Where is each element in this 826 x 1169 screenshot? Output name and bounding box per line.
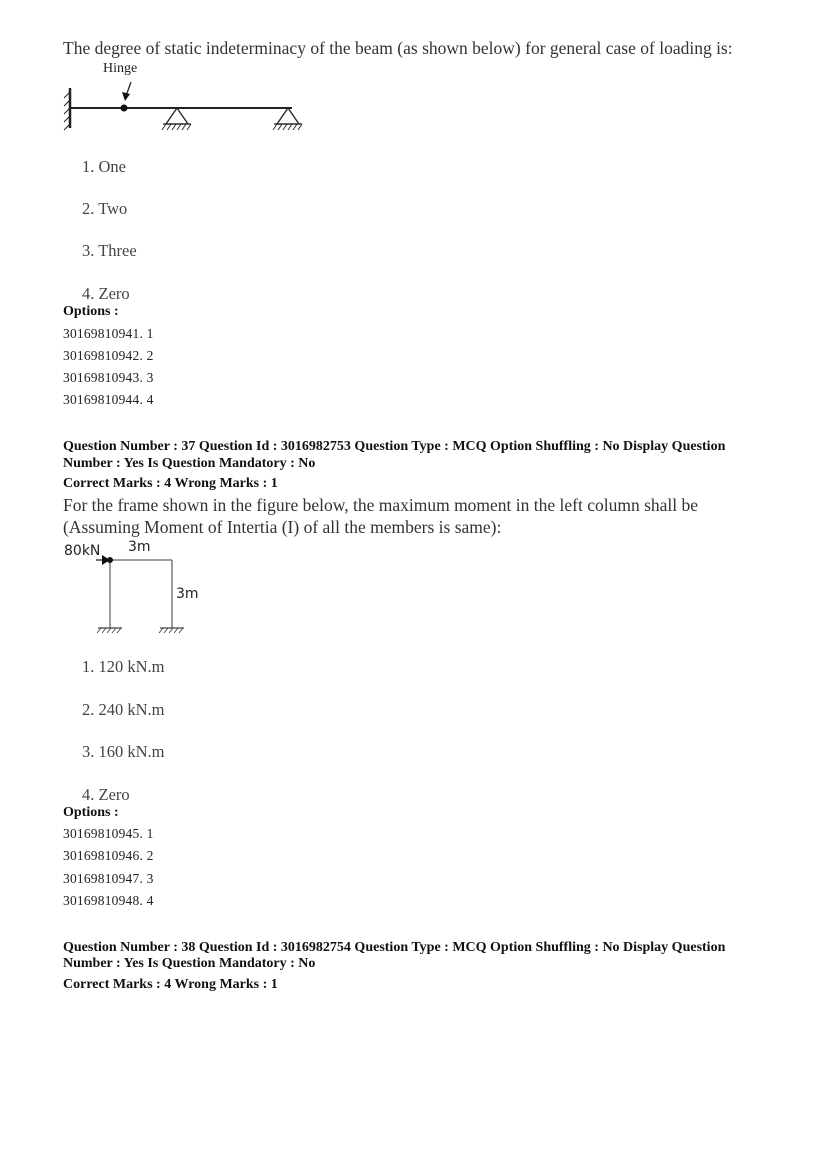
q38-meta-line-2: Number : Yes Is Question Mandatory : No [63,956,316,971]
q36-choice-1: 1. One [82,157,126,176]
q37-choice-2: 2. 240 kN.m [82,700,165,719]
span-label: 3m [128,539,151,555]
height-label: 3m [176,586,199,602]
q37-frame-figure [62,536,222,641]
q36-choice-2: 2. Two [82,199,128,218]
q36-beam-figure [60,56,310,141]
q37-choice-3: 3. 160 kN.m [82,742,165,761]
q37-options-label: Options : [63,805,119,820]
q37-option-2: 30169810946. 2 [63,848,154,863]
support-triangle-1 [166,108,188,124]
q37-meta-line-2: Number : Yes Is Question Mandatory : No [63,456,316,471]
q36-option-2: 30169810942. 2 [63,348,154,363]
q37-option-3: 30169810947. 3 [63,871,154,886]
left-joint [107,557,113,563]
q37-question-text-line-1: For the frame shown in the figure below, the maximum moment in the left column shall be [63,495,699,515]
q38-meta-line-1: Question Number : 38 Question Id : 3016982754 Question Type : MCQ Option Shuffling : No Display Question [63,940,726,955]
q36-option-3: 30169810943. 3 [63,370,154,385]
q37-choice-1: 1. 120 kN.m [82,657,165,676]
q37-option-1: 30169810945. 1 [63,826,154,841]
q36-options-label: Options : [63,304,119,319]
q36-choice-4: 4. Zero [82,284,130,303]
q36-option-4: 30169810944. 4 [63,392,154,407]
q37-meta-line-1: Question Number : 37 Question Id : 3016982753 Question Type : MCQ Option Shuffling : No Display Question [63,439,726,454]
q37-choice-4: 4. Zero [82,785,130,804]
q37-option-4: 30169810948. 4 [63,893,154,908]
q36-choice-3: 3. Three [82,241,137,260]
load-label: 80kN [64,543,101,559]
hinge-label: Hinge [103,61,138,76]
q36-question-text: The degree of static indeterminacy of the beam (as shown below) for general case of loading is: [63,38,733,58]
q36-option-1: 30169810941. 1 [63,326,154,341]
hinge-arrowhead [122,92,130,101]
q37-question-text-line-2: (Assuming Moment of Intertia (I) of all the members is same): [63,517,502,537]
support-triangle-2 [277,108,299,124]
hinge-point [121,105,128,112]
q38-marks: Correct Marks : 4 Wrong Marks : 1 [63,977,278,992]
q37-marks: Correct Marks : 4 Wrong Marks : 1 [63,476,278,491]
